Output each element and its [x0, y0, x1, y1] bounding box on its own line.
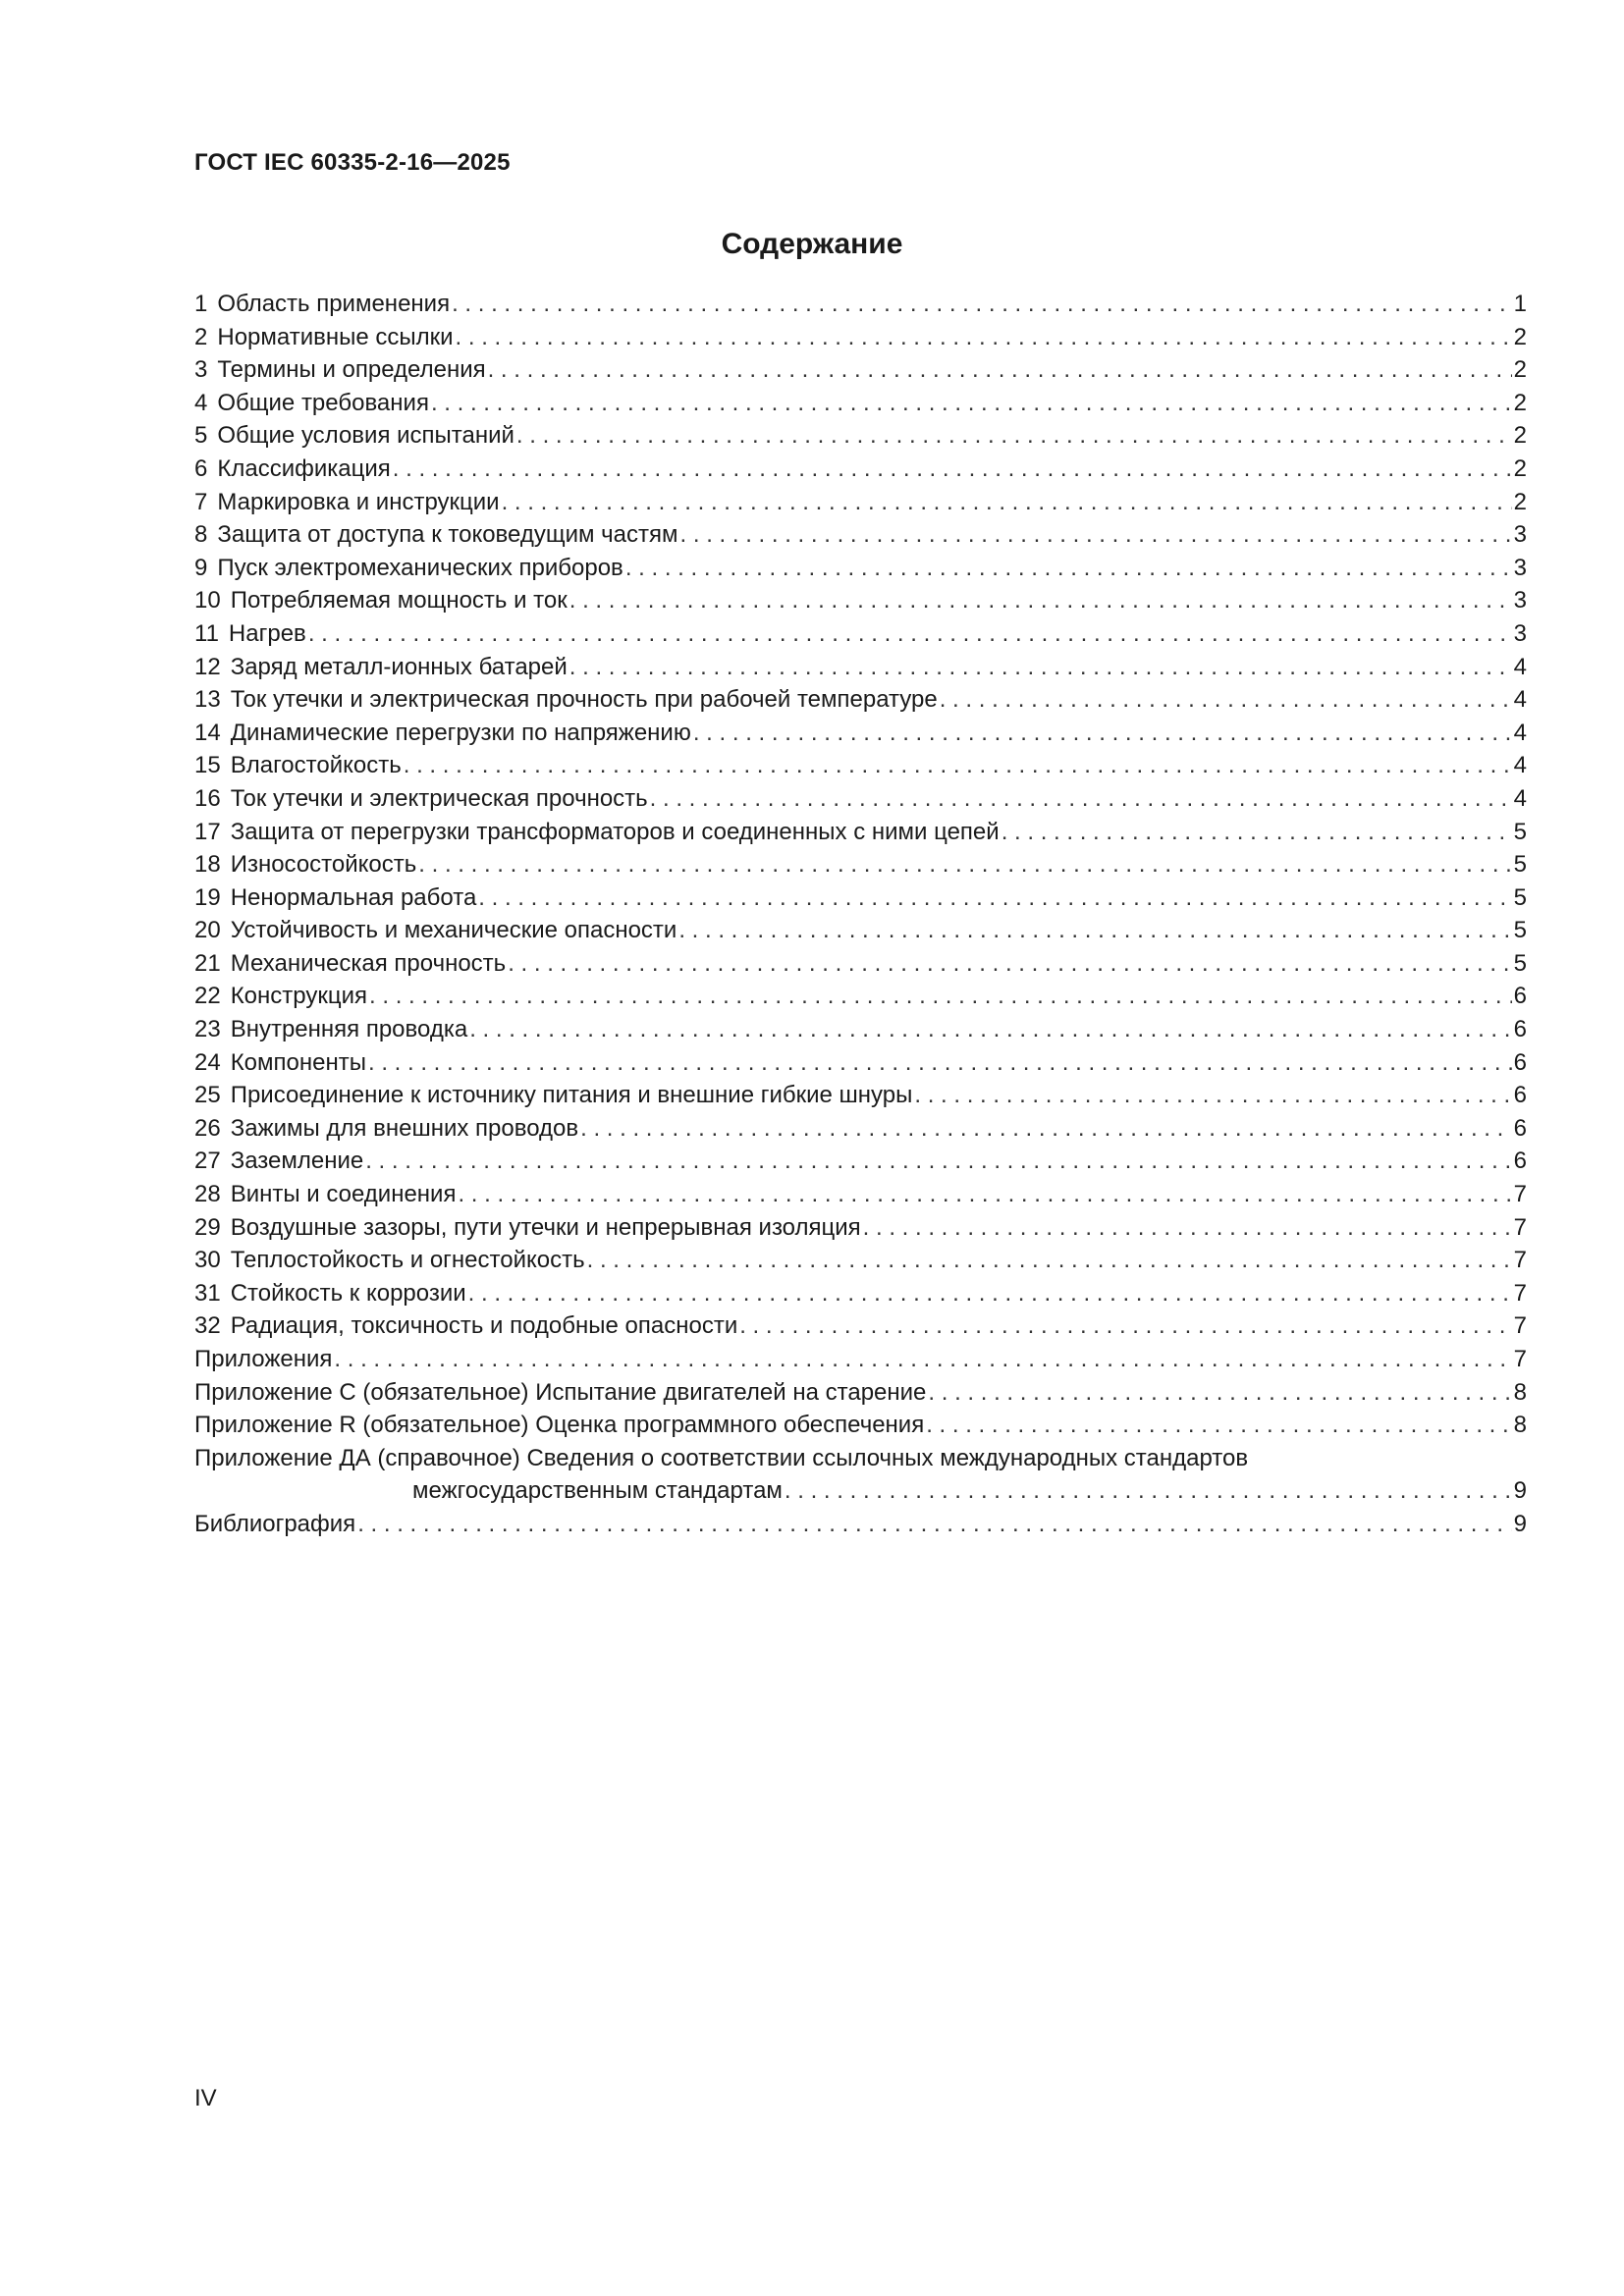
toc-dot-leader [914, 1079, 1511, 1112]
toc-dot-leader [580, 1112, 1512, 1146]
document-code: ГОСТ IEC 60335-2-16—2025 [194, 149, 511, 176]
toc-entry[interactable] [194, 552, 1527, 585]
toc-title: Содержание [721, 228, 903, 260]
toc-dot-leader [680, 518, 1512, 552]
toc-entry-page: 4 [1513, 752, 1527, 779]
toc-dot-leader [502, 486, 1512, 519]
toc-dot-leader [452, 288, 1512, 321]
toc-entry-label: Приложение R (обязательное) Оценка программного обеспечения [194, 1412, 925, 1439]
toc-entry-page: 5 [1513, 949, 1527, 977]
toc-dot-leader [739, 1309, 1511, 1343]
toc-entry-page: 6 [1513, 1016, 1527, 1043]
toc-entry-page: 9 [1513, 1477, 1527, 1505]
toc-dot-leader [469, 1013, 1511, 1046]
toc-entry[interactable] [194, 683, 1527, 717]
toc-entry-label: Износостойкость [230, 851, 417, 879]
toc-entry-page: 6 [1513, 1114, 1527, 1142]
toc-entry-page: 6 [1513, 1148, 1527, 1175]
toc-dot-leader [508, 947, 1511, 981]
toc-entry-label: Механическая прочность [230, 949, 507, 977]
toc-dot-leader [650, 782, 1512, 816]
toc-entry[interactable] [194, 617, 1527, 651]
toc-entry-page: 3 [1513, 619, 1527, 647]
toc-entry-label: Ненормальная работа [230, 883, 477, 911]
toc-entry[interactable] [194, 288, 1527, 321]
toc-entry-label: Присоединение к источнику питания и внешние гибкие шнуры [230, 1082, 913, 1109]
toc-entry[interactable] [194, 1112, 1527, 1146]
toc-entry-page: 2 [1513, 454, 1527, 482]
toc-entry-page: 6 [1513, 1082, 1527, 1109]
toc-entry-number: 10 [194, 587, 221, 614]
toc-entry-page: 7 [1513, 1312, 1527, 1340]
toc-dot-leader [404, 749, 1512, 782]
toc-entry[interactable] [194, 914, 1527, 947]
toc-entry-page: 2 [1513, 356, 1527, 384]
toc-entry-number: 19 [194, 883, 221, 911]
toc-entry[interactable] [194, 881, 1527, 915]
toc-dot-leader [357, 1508, 1511, 1541]
toc-entry-page: 3 [1513, 521, 1527, 549]
toc-entry[interactable] [194, 749, 1527, 782]
toc-dot-leader [926, 1409, 1511, 1442]
toc-dot-leader [456, 321, 1512, 354]
toc-entry-number: 1 [194, 291, 208, 317]
toc-entry[interactable] [194, 518, 1527, 552]
toc-entry-number: 12 [194, 653, 221, 680]
toc-entry[interactable] [194, 1013, 1527, 1046]
page-number: IV [194, 2085, 217, 2111]
toc-entry-page: 4 [1513, 686, 1527, 714]
toc-entry-page: 9 [1513, 1510, 1527, 1537]
toc-entry[interactable] [194, 848, 1527, 881]
toc-entry-number: 26 [194, 1114, 221, 1142]
toc-entry-label: Общие условия испытаний [217, 422, 514, 450]
toc-entry-label: Стойкость к коррозии [230, 1279, 466, 1307]
toc-entry-number: 23 [194, 1016, 221, 1043]
toc-entry[interactable] [194, 816, 1527, 849]
toc-entry-label: Динамические перегрузки по напряжению [230, 719, 691, 746]
toc-entry[interactable] [194, 782, 1527, 816]
toc-entry-number: 9 [194, 554, 208, 581]
toc-entry-label: Воздушные зазоры, пути утечки и непрерывная изоляция [230, 1213, 861, 1241]
toc-entry[interactable] [194, 1376, 1527, 1410]
toc-dot-leader [516, 419, 1512, 453]
toc-entry-label: Приложения [194, 1346, 333, 1372]
toc-entry-label: Внутренняя проводка [230, 1016, 468, 1043]
toc-dot-leader [418, 848, 1511, 881]
toc-entry[interactable] [194, 584, 1527, 617]
toc-entry-number: 18 [194, 851, 221, 879]
table-of-contents [194, 288, 1527, 1541]
toc-entry-number: 27 [194, 1148, 221, 1175]
toc-entry-page: 5 [1513, 883, 1527, 911]
toc-entry[interactable] [194, 1277, 1527, 1310]
toc-entry-page: 6 [1513, 983, 1527, 1010]
toc-entry-number: 15 [194, 752, 221, 779]
toc-entry[interactable] [194, 1211, 1527, 1245]
toc-dot-leader [693, 717, 1512, 750]
toc-dot-leader [308, 617, 1512, 651]
toc-entry[interactable] [194, 1178, 1527, 1211]
toc-entry-page: 7 [1513, 1346, 1527, 1372]
toc-entry-number: 24 [194, 1048, 221, 1076]
toc-entry-number: 25 [194, 1082, 221, 1109]
toc-entry-page: 6 [1513, 1048, 1527, 1076]
toc-entry-number: 31 [194, 1279, 221, 1307]
toc-entry-label: Приложение С (обязательное) Испытание двигателей на старение [194, 1378, 927, 1406]
toc-entry-label: Устойчивость и механические опасности [230, 917, 677, 944]
toc-entry-number: 20 [194, 917, 221, 944]
toc-entry-number: 2 [194, 323, 208, 350]
toc-entry-label: межгосударственным стандартам [412, 1477, 783, 1505]
toc-entry-continuation[interactable] [194, 1474, 1527, 1508]
toc-entry-label: Нагрев [228, 619, 306, 647]
toc-entry[interactable] [194, 321, 1527, 354]
toc-entry-number: 29 [194, 1213, 221, 1241]
toc-entry-page: 2 [1513, 323, 1527, 350]
toc-entry[interactable] [194, 717, 1527, 750]
toc-entry[interactable] [194, 453, 1527, 486]
toc-entry-label: Влагостойкость [230, 752, 402, 779]
toc-dot-leader [478, 881, 1511, 915]
toc-entry-label: Нормативные ссылки [217, 323, 454, 350]
toc-dot-leader [569, 584, 1512, 617]
toc-entry[interactable] [194, 1046, 1527, 1080]
toc-entry-number: 14 [194, 719, 221, 746]
toc-entry-page: 4 [1513, 719, 1527, 746]
toc-dot-leader [1001, 816, 1512, 849]
toc-entry-page: 3 [1513, 554, 1527, 581]
toc-entry-page: 5 [1513, 917, 1527, 944]
toc-dot-leader [365, 1145, 1511, 1178]
toc-entry-number: 6 [194, 454, 208, 482]
toc-entry-page: 7 [1513, 1213, 1527, 1241]
toc-entry[interactable] [194, 947, 1527, 981]
toc-dot-leader [468, 1277, 1512, 1310]
toc-entry-page: 8 [1513, 1412, 1527, 1439]
toc-dot-leader [678, 914, 1511, 947]
toc-entry-label: Радиация, токсичность и подобные опасности [230, 1312, 738, 1340]
toc-entry[interactable] [194, 1309, 1527, 1343]
toc-entry-label: Термины и определения [217, 356, 486, 384]
toc-entry[interactable] [194, 1442, 1527, 1475]
toc-entry-label: Ток утечки и электрическая прочность [230, 784, 648, 812]
toc-entry-label: Заземление [230, 1148, 364, 1175]
toc-entry-number: 22 [194, 983, 221, 1010]
toc-entry-label: Винты и соединения [230, 1181, 457, 1208]
toc-entry-number: 8 [194, 521, 208, 549]
toc-entry-page: 2 [1513, 422, 1527, 450]
toc-entry[interactable] [194, 1508, 1527, 1541]
toc-entry-number: 5 [194, 422, 208, 450]
toc-dot-leader [431, 387, 1512, 420]
toc-dot-leader [625, 552, 1512, 585]
toc-entry-number: 28 [194, 1181, 221, 1208]
toc-dot-leader [368, 1046, 1512, 1080]
toc-entry-page: 7 [1513, 1279, 1527, 1307]
toc-entry[interactable] [194, 1244, 1527, 1277]
toc-entry-label: Теплостойкость и огнестойкость [230, 1247, 585, 1274]
toc-dot-leader [785, 1474, 1512, 1508]
toc-entry-label: Заряд металл-ионных батарей [230, 653, 568, 680]
toc-dot-leader [928, 1376, 1511, 1410]
toc-dot-leader [587, 1244, 1512, 1277]
toc-dot-leader [488, 353, 1512, 387]
toc-entry-page: 4 [1513, 784, 1527, 812]
toc-entry-page: 2 [1513, 389, 1527, 416]
toc-entry-label: Классификация [217, 454, 391, 482]
toc-entry[interactable] [194, 980, 1527, 1013]
toc-entry-page: 4 [1513, 653, 1527, 680]
toc-entry-page: 3 [1513, 587, 1527, 614]
toc-entry-page: 5 [1513, 851, 1527, 879]
toc-entry-label: Приложение ДА (справочное) Сведения о соответствии ссылочных международных стандартов [194, 1444, 1249, 1471]
toc-dot-leader [334, 1343, 1511, 1376]
toc-entry-label: Зажимы для внешних проводов [230, 1114, 579, 1142]
toc-entry[interactable] [194, 1079, 1527, 1112]
toc-entry[interactable] [194, 1343, 1527, 1376]
toc-entry-number: 11 [194, 619, 219, 647]
toc-entry-number: 16 [194, 784, 221, 812]
toc-entry-number: 4 [194, 389, 208, 416]
toc-entry[interactable] [194, 1409, 1527, 1442]
toc-entry-number: 7 [194, 488, 208, 515]
toc-entry-label: Конструкция [230, 983, 368, 1010]
toc-dot-leader [369, 980, 1512, 1013]
toc-entry-number: 21 [194, 949, 221, 977]
toc-dot-leader [569, 651, 1512, 684]
toc-entry-page: 7 [1513, 1181, 1527, 1208]
toc-entry[interactable] [194, 387, 1527, 420]
toc-entry[interactable] [194, 419, 1527, 453]
toc-entry-label: Общие требования [217, 389, 429, 416]
toc-entry-number: 13 [194, 686, 221, 714]
toc-entry-page: 7 [1513, 1247, 1527, 1274]
toc-entry-number: 30 [194, 1247, 221, 1274]
toc-entry-label: Пуск электромеханических приборов [217, 554, 623, 581]
toc-entry[interactable] [194, 486, 1527, 519]
toc-entry-label: Потребляемая мощность и ток [230, 587, 568, 614]
toc-entry-label: Защита от доступа к токоведущим частям [217, 521, 678, 549]
toc-dot-leader [393, 453, 1512, 486]
toc-entry-label: Область применения [217, 291, 451, 317]
toc-entry-label: Защита от перегрузки трансформаторов и соединенных с ними цепей [230, 818, 1000, 845]
toc-entry[interactable] [194, 353, 1527, 387]
toc-entry[interactable] [194, 651, 1527, 684]
toc-entry-label: Библиография [194, 1510, 356, 1537]
toc-entry-page: 2 [1513, 488, 1527, 515]
toc-entry-number: 17 [194, 818, 221, 845]
toc-entry-label: Маркировка и инструкции [217, 488, 500, 515]
toc-entry-page: 5 [1513, 818, 1527, 845]
toc-entry-label: Компоненты [230, 1048, 366, 1076]
toc-entry-page: 1 [1513, 291, 1527, 317]
toc-entry-label: Ток утечки и электрическая прочность при рабочей температуре [230, 686, 938, 714]
toc-dot-leader [863, 1211, 1512, 1245]
toc-entry-page: 8 [1513, 1378, 1527, 1406]
toc-entry[interactable] [194, 1145, 1527, 1178]
toc-dot-leader [940, 683, 1512, 717]
toc-entry-number: 3 [194, 356, 208, 384]
toc-entry-number: 32 [194, 1312, 221, 1340]
toc-dot-leader [458, 1178, 1511, 1211]
